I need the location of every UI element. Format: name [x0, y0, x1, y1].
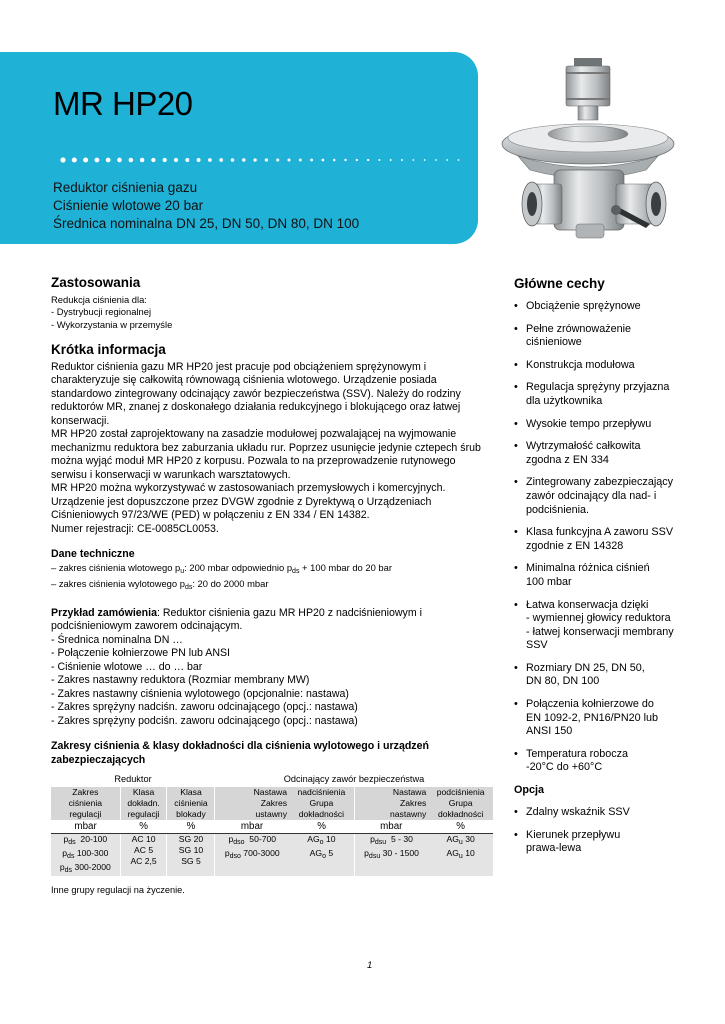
- brief-info-heading: Krótka informacja: [51, 342, 166, 358]
- list-item: [514, 829, 704, 856]
- divider-dot: [83, 158, 88, 163]
- order-item: - Ciśnienie wlotowe … do … bar: [51, 660, 203, 673]
- applications-heading: Zastosowania: [51, 275, 141, 290]
- divider-dot: [219, 158, 223, 162]
- column-header: Nastawa Zakres ustawny: [215, 787, 289, 820]
- table-cell: [120, 833, 167, 876]
- subtitle-line: Reduktor ciśnienia gazu: [53, 180, 198, 195]
- divider-dot: [197, 158, 201, 162]
- divider-dot: [163, 158, 167, 162]
- bullet-icon: •: [514, 526, 518, 539]
- divider-dot: [151, 158, 155, 162]
- unit-cell: %: [167, 820, 215, 834]
- column-header: Klasa ciśnienia blokady: [167, 787, 215, 820]
- list-item: - Wykorzystania w przemyśle: [51, 318, 173, 330]
- regulator-product-image: [496, 52, 696, 252]
- bullet-icon: •: [514, 598, 518, 611]
- divider-dot: [412, 159, 414, 161]
- list-item-text: Regulacja sprężyny przyjazna dla użytkownika: [526, 381, 670, 407]
- table-cell: [354, 833, 428, 876]
- list-item-text: Połączenia kołnierzowe do EN 1092-2, PN16/PN20 lub ANSI 150: [526, 698, 659, 738]
- order-item: - Zakres sprężyny podciśn. zaworu odcinającego (opcj.: nastawa): [51, 714, 358, 727]
- divider-dot: [253, 158, 256, 161]
- divider-dot: [94, 158, 99, 163]
- divider-dot: [174, 158, 178, 162]
- applications-intro: Redukcja ciśnienia dla:: [51, 293, 147, 305]
- divider-dot: [344, 159, 346, 161]
- group-ssv: Odcinający zawór bezpieczeństwa: [283, 774, 425, 785]
- list-item-text: Łatwa konserwacja dzięki - wymiennej głowicy reduktora - łatwej konserwacji membrany SSV: [526, 598, 674, 652]
- divider-dot: [322, 159, 325, 162]
- list-item-text: Zdalny wskaźnik SSV: [526, 806, 630, 819]
- registration-number: Numer rejestracji: CE-0085CL0053.: [51, 522, 219, 535]
- divider-dot: [208, 158, 212, 162]
- column-header: Klasa dokładn. regulacji: [120, 787, 167, 820]
- unit-cell: %: [428, 820, 493, 834]
- page-number: 1: [367, 960, 373, 971]
- brief-paragraph: Urządzenie jest dopuszczone przez DVGW zgodnie z Dyrektywą o Urządzeniach Ciśnieniowych 97/23/WE (PED) w połączeniu z EN 334 / EN 14382.: [51, 495, 432, 522]
- subtitle-line: Średnica nominalna DN 25, DN 50, DN 80, DN 100: [53, 216, 360, 231]
- table-footnote: Inne grupy regulacji na życzenie.: [51, 884, 185, 895]
- value-line: $AG_o$ 10: [307, 833, 336, 846]
- brief-paragraph: MR HP20 można wykorzystywać w zastosowaniach przemysłowych i komercyjnych.: [51, 482, 446, 495]
- divider-dot: [72, 157, 77, 162]
- divider-dot: [424, 159, 426, 161]
- value-line: $p_{ds}$ 20-100: [63, 833, 108, 846]
- list-item-text: Zintegrowany zabezpieczający zawór odcinający dla nad- i podciśnienia.: [526, 476, 674, 516]
- bullet-icon: •: [514, 747, 518, 760]
- value-line: AC 2,5: [130, 855, 157, 866]
- list-item-text: Kierunek przepływu prawa-lewa: [526, 828, 621, 855]
- list-item: [514, 359, 704, 373]
- brief-paragraph: MR HP20 został zaprojektowany na zasadzie modułowej pozwalającej na wyjmowanie mechanizmu reduktora bez zaburzania układu rur. Poprzez usunięcie jedynie cztерech śrub można wyjąć moduł MR HP20 z korpusu. Pozwala to na przeprowadzenie rutynowego serwisu i konserwacji w warunkach warsztatowych.: [51, 428, 481, 481]
- subtitle: [53, 179, 359, 233]
- table-cell: [51, 833, 120, 876]
- bullet-icon: •: [514, 476, 518, 489]
- divider-dot: [242, 158, 245, 161]
- list-item-text: Wysokie tempo przepływu: [526, 417, 652, 430]
- value-line: AC 5: [134, 844, 154, 855]
- divider-dot: [299, 159, 302, 162]
- divider-dot: [435, 159, 437, 161]
- bullet-icon: •: [514, 806, 518, 819]
- list-item: [514, 806, 704, 820]
- tech-outlet-range: – zakres ciśnienia wylotowego $p_{ds}$: 20 do 2000 mbar: [51, 578, 269, 592]
- value-line: $AG_u$ 30: [446, 833, 475, 846]
- value-line: SG 20: [178, 833, 204, 844]
- list-item-text: Rozmiary DN 25, DN 50, DN 80, DN 100: [526, 661, 645, 688]
- value-line: SG 5: [181, 855, 201, 866]
- divider-dot: [231, 158, 235, 162]
- divider-dot: [356, 159, 358, 161]
- bullet-icon: •: [514, 417, 518, 430]
- column-header: podciśnienia Grupa dokładności: [428, 787, 493, 820]
- list-item-text: Klasa funkcyjna A zaworu SSV zgodnie z EN 14328: [526, 526, 674, 552]
- features-list: [514, 300, 704, 775]
- order-item: - Zakres nastawny reduktora (Rozmiar membrany MW): [51, 674, 310, 687]
- value-line: SG 10: [178, 844, 204, 855]
- divider-dot: [333, 159, 336, 162]
- value-line: $p_{dso}$ 700-3000: [224, 847, 280, 860]
- list-item: [514, 300, 704, 314]
- bullet-icon: •: [514, 440, 518, 453]
- divider-dot: [378, 159, 380, 161]
- value-line: $AG_u$ 10: [446, 847, 475, 860]
- list-item: [514, 698, 704, 739]
- list-item-text: Wytrzymałość całkowita zgodna z EN 334: [526, 440, 641, 466]
- divider-dot: [288, 159, 291, 162]
- list-item-text: Temperatura robocza -20°C do +60°C: [526, 747, 629, 774]
- list-item-text: Pełne zrównoważenie ciśnieniowe: [526, 322, 632, 349]
- list-item: [514, 526, 704, 553]
- left-column: [51, 276, 491, 897]
- divider-dot: [390, 159, 392, 161]
- list-item: [514, 440, 704, 467]
- ranges-table: [51, 773, 493, 876]
- value-line: AC 10: [131, 833, 156, 844]
- divider-dot: [276, 158, 279, 161]
- list-item: [514, 562, 704, 589]
- bullet-icon: •: [514, 381, 518, 394]
- dotted-divider: [60, 156, 464, 164]
- table-cell: [428, 833, 493, 876]
- page-title: MR HP20: [53, 85, 193, 122]
- divider-dot: [310, 159, 313, 162]
- option-heading: Opcja: [514, 784, 545, 797]
- tech-inlet-range: – zakres ciśnienia wlotowego $p_u$: 200 mbar odpowiednio $p_{ds} + 100$ mbar do 20 bar: [51, 561, 392, 575]
- divider-dot: [265, 158, 268, 161]
- unit-cell: mbar: [215, 820, 289, 834]
- list-item: [514, 662, 704, 689]
- brief-paragraph: Reduktor ciśnienia gazu MR HP20 jest pracuje pod obciążeniem sprężynowym i charakteryzuje się całkowitą równowagą ciśnienia wlotowego. Urządzenie posiada standardowo zintegrowany odcinający zawór bezpieczeństwa (SSV). Należy do rodziny reduktorów MR, znanej z doskonałego działania redukcyjnego i blokującego oraz łatwej konserwacji.: [51, 360, 461, 427]
- list-item: - Dystrybucji regionalnej: [51, 306, 152, 318]
- list-item-text: Minimalna różnica ciśnień 100 mbar: [526, 562, 650, 588]
- divider-dot: [140, 158, 144, 162]
- column-header: Nastawa Zakres nastawny: [354, 787, 428, 820]
- unit-cell: mbar: [354, 820, 428, 834]
- divider-dot: [129, 158, 134, 163]
- column-header: nadciśnienia Grupa dokładności: [289, 787, 354, 820]
- list-item: [514, 476, 704, 517]
- unit-cell: %: [120, 820, 167, 834]
- value-line: $p_{dso}$ 50-700: [228, 833, 277, 846]
- list-item-text: Obciążenie sprężynowe: [526, 300, 641, 312]
- table-cell: [289, 833, 354, 876]
- bullet-icon: •: [514, 358, 518, 371]
- order-item: - Połączenie kołnierzowe PN lub ANSI: [51, 647, 231, 660]
- bullet-icon: •: [514, 300, 518, 312]
- value-line: $p_{dsu}$ 5 - 30: [370, 833, 413, 846]
- value-line: $p_{ds}$ 100-300: [62, 847, 109, 860]
- list-item: [514, 748, 704, 775]
- list-item-text: Konstrukcja modułowa: [526, 358, 635, 371]
- bullet-icon: •: [514, 698, 518, 711]
- divider-dot: [106, 158, 111, 163]
- table-cell: [167, 833, 215, 876]
- divider-dot: [367, 159, 369, 161]
- option-list: [514, 806, 704, 856]
- right-column: [514, 276, 704, 865]
- list-item: [514, 323, 704, 350]
- tech-data-heading: Dane techniczne: [51, 548, 135, 561]
- order-item: - Średnica nominalna DN …: [51, 633, 183, 646]
- list-item: [514, 381, 704, 408]
- divider-dot: [185, 158, 189, 162]
- group-reduktor: Reduktor: [114, 774, 152, 785]
- subtitle-line: Ciśnienie wlotowe 20 bar: [53, 198, 204, 213]
- value-line: $p_{dsu}$ 30 - 1500: [364, 847, 419, 860]
- bullet-icon: •: [514, 661, 518, 674]
- divider-dot: [458, 159, 460, 161]
- table-cell: [215, 833, 289, 876]
- unit-cell: %: [289, 820, 354, 834]
- divider-dot: [401, 159, 403, 161]
- order-item: - Zakres sprężyny nadciśn. zaworu odcinającego (opcj.: nastawa): [51, 701, 358, 714]
- bullet-icon: •: [514, 828, 518, 841]
- list-item: [514, 599, 704, 653]
- bullet-icon: •: [514, 562, 518, 575]
- ranges-table-title: Zakresy ciśnienia & klasy dokładności dla ciśnienia wylotowego i urządzeń zabezpieczających: [51, 740, 429, 766]
- divider-dot: [117, 158, 122, 163]
- divider-dot: [60, 157, 65, 162]
- features-heading: Główne cechy: [514, 276, 605, 291]
- order-example: Przykład zamówienia: Reduktor ciśnienia gazu MR HP20 z nadciśnieniowym i podciśnieniowym zaworem odcinającym.: [51, 606, 422, 633]
- unit-cell: mbar: [51, 820, 120, 834]
- bullet-icon: •: [514, 322, 518, 335]
- order-item: - Zakres nastawny ciśnienia wylotowego (opcjonalnie: nastawa): [51, 687, 349, 700]
- column-header: Zakres ciśnienia regulacji: [51, 787, 120, 820]
- list-item: [514, 418, 704, 432]
- value-line: $AG_o$ 5: [309, 847, 334, 860]
- value-line: $p_{ds}$ 300-2000: [59, 861, 111, 874]
- divider-dot: [446, 159, 448, 161]
